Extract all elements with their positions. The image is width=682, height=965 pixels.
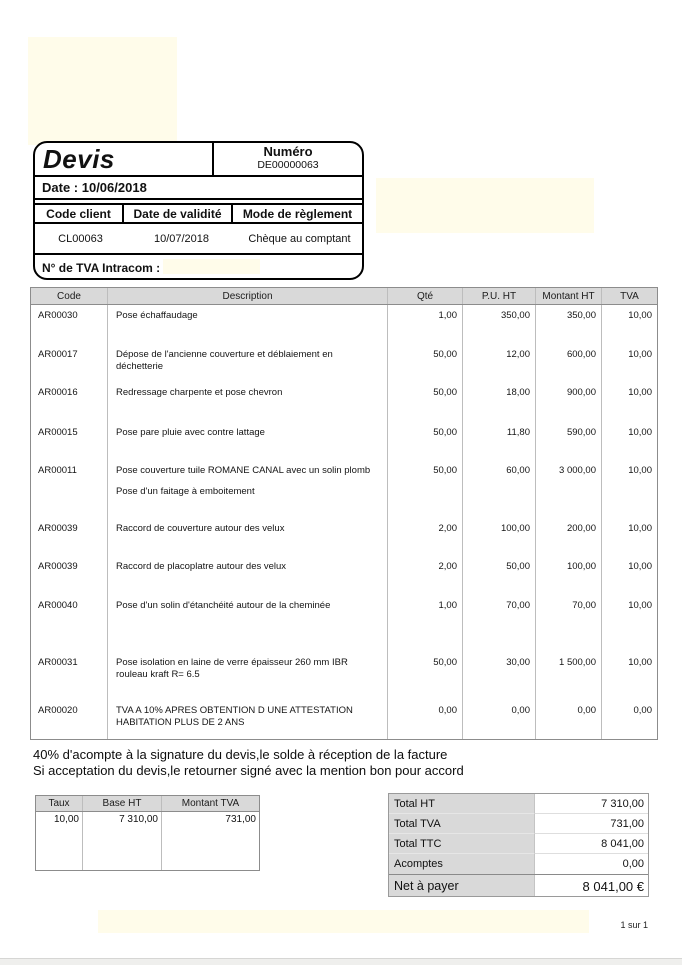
item-vat: 0,00 bbox=[633, 705, 652, 716]
total-ttc-label: Total TTC bbox=[389, 834, 534, 854]
total-ht-row bbox=[389, 794, 648, 814]
total-ht-value: 7 310,00 bbox=[534, 794, 648, 814]
item-unit-price: 60,00 bbox=[463, 460, 536, 518]
item-code: AR00020 bbox=[31, 700, 108, 739]
item-row bbox=[31, 700, 657, 739]
item-row bbox=[31, 305, 657, 344]
item-unit-price: 350,00 bbox=[463, 305, 536, 344]
column-header-qty: Qté bbox=[388, 288, 463, 304]
item-vat: 10,00 bbox=[628, 387, 652, 398]
item-qty: 1,00 bbox=[388, 595, 463, 652]
items-table bbox=[30, 287, 658, 740]
header-columns-row bbox=[35, 203, 362, 224]
item-row bbox=[31, 652, 657, 700]
vat-amount-header: Montant TVA bbox=[181, 798, 240, 809]
item-unit-price: 12,00 bbox=[463, 344, 536, 382]
item-amount: 1 500,00 bbox=[536, 652, 602, 700]
vat-summary-row bbox=[36, 812, 259, 870]
item-qty: 2,00 bbox=[388, 518, 463, 556]
item-code: AR00039 bbox=[31, 556, 108, 595]
item-qty: 50,00 bbox=[388, 344, 463, 382]
item-vat: 10,00 bbox=[628, 523, 652, 534]
quote-number-label: Numéro bbox=[263, 144, 313, 159]
item-qty: 1,00 bbox=[388, 305, 463, 344]
total-tva-row bbox=[389, 814, 648, 834]
item-description: Pose pare pluie avec contre lattage bbox=[108, 422, 388, 460]
item-amount: 70,00 bbox=[536, 595, 602, 652]
vat-summary-header bbox=[36, 796, 259, 812]
validity-date-header: Date de validité bbox=[124, 205, 233, 222]
deposit-note: 40% d'acompte à la signature du devis,le solde à réception de la facture bbox=[33, 747, 448, 762]
item-amount: 590,00 bbox=[536, 422, 602, 460]
column-header-description: Description bbox=[108, 288, 388, 304]
quote-date: Date : 10/06/2018 bbox=[35, 177, 362, 200]
item-vat: 10,00 bbox=[628, 310, 652, 321]
acceptance-note: Si acceptation du devis,le retourner signé avec la mention bon pour accord bbox=[33, 762, 464, 778]
item-row bbox=[31, 382, 657, 422]
item-row bbox=[31, 422, 657, 460]
item-row bbox=[31, 344, 657, 382]
item-vat: 10,00 bbox=[628, 600, 652, 611]
item-code: AR00030 bbox=[31, 305, 108, 344]
acomptes-row bbox=[389, 854, 648, 874]
item-qty: 2,00 bbox=[388, 556, 463, 595]
acomptes-value: 0,00 bbox=[534, 854, 648, 874]
item-vat: 10,00 bbox=[628, 561, 652, 572]
item-description: Pose échaffaudage bbox=[108, 305, 388, 344]
item-unit-price: 70,00 bbox=[463, 595, 536, 652]
document-title: Devis bbox=[35, 143, 214, 175]
item-vat: 10,00 bbox=[628, 427, 652, 438]
payment-mode-header: Mode de règlement bbox=[242, 206, 353, 221]
item-amount: 100,00 bbox=[536, 556, 602, 595]
items-body bbox=[31, 305, 657, 739]
intracom-vat-row bbox=[35, 255, 362, 280]
item-vat: 10,00 bbox=[628, 465, 652, 476]
item-amount: 900,00 bbox=[536, 382, 602, 422]
vat-amount-value: 731,00 bbox=[225, 814, 256, 825]
item-amount: 600,00 bbox=[536, 344, 602, 382]
total-tva-label: Total TVA bbox=[389, 814, 534, 834]
item-amount: 0,00 bbox=[536, 700, 602, 739]
item-row bbox=[31, 460, 657, 518]
redacted-vat-number bbox=[163, 259, 260, 274]
item-description: Pose d'un solin d'étanchéité autour de la cheminée bbox=[108, 595, 388, 652]
item-unit-price: 30,00 bbox=[463, 652, 536, 700]
item-unit-price: 100,00 bbox=[463, 518, 536, 556]
item-unit-price: 50,00 bbox=[463, 556, 536, 595]
item-code: AR00016 bbox=[31, 382, 108, 422]
redacted-footer-info bbox=[98, 910, 589, 933]
total-tva-value: 731,00 bbox=[534, 814, 648, 834]
vat-rate-value: 10,00 bbox=[36, 812, 83, 870]
item-description: Raccord de couverture autour des velux bbox=[108, 518, 388, 556]
header-values-row bbox=[35, 224, 362, 255]
item-amount: 3 000,00 bbox=[536, 460, 602, 518]
vat-base-header: Base HT bbox=[83, 796, 162, 811]
conditions-notes bbox=[33, 747, 464, 778]
header-title-row bbox=[35, 143, 362, 177]
redacted-sender-address bbox=[28, 37, 177, 145]
vat-base-value: 7 310,00 bbox=[83, 812, 162, 870]
item-row bbox=[31, 595, 657, 652]
item-description: Redressage charpente et pose chevron bbox=[108, 382, 388, 422]
vat-rate-header: Taux bbox=[36, 796, 83, 811]
item-qty: 0,00 bbox=[388, 700, 463, 739]
quote-number-value: DE00000063 bbox=[257, 159, 319, 171]
intracom-vat-label: N° de TVA Intracom : bbox=[42, 260, 161, 275]
item-code: AR00031 bbox=[31, 652, 108, 700]
item-vat: 10,00 bbox=[628, 349, 652, 360]
item-unit-price: 11,80 bbox=[463, 422, 536, 460]
item-row bbox=[31, 556, 657, 595]
totals-box bbox=[388, 793, 649, 897]
item-qty: 50,00 bbox=[388, 652, 463, 700]
net-to-pay-label: Net à payer bbox=[389, 875, 534, 897]
acomptes-label: Acomptes bbox=[389, 854, 534, 874]
item-code: AR00017 bbox=[31, 344, 108, 382]
item-code: AR00039 bbox=[31, 518, 108, 556]
item-qty: 50,00 bbox=[388, 422, 463, 460]
redacted-client-address bbox=[376, 178, 594, 233]
total-ttc-value: 8 041,00 bbox=[534, 834, 648, 854]
quote-number-cell bbox=[214, 143, 362, 175]
net-to-pay-row bbox=[389, 874, 648, 897]
item-qty: 50,00 bbox=[388, 460, 463, 518]
item-unit-price: 0,00 bbox=[463, 700, 536, 739]
payment-mode-value: Chèque au comptant bbox=[248, 232, 351, 245]
item-code: AR00040 bbox=[31, 595, 108, 652]
item-description: Raccord de placoplatre autour des velux bbox=[108, 556, 388, 595]
item-unit-price: 18,00 bbox=[463, 382, 536, 422]
total-ht-label: Total HT bbox=[389, 794, 534, 814]
net-to-pay-value: 8 041,00 € bbox=[534, 875, 648, 897]
item-code: AR00011 bbox=[31, 460, 108, 518]
item-vat: 10,00 bbox=[628, 657, 652, 668]
item-description: Pose couverture tuile ROMANE CANAL avec un solin plomb Pose d'un faitage à emboitement bbox=[108, 460, 388, 518]
item-row bbox=[31, 518, 657, 556]
quote-header-box bbox=[33, 141, 364, 280]
column-header-vat: TVA bbox=[620, 290, 639, 302]
bottom-band bbox=[0, 958, 682, 965]
items-table-header bbox=[31, 288, 657, 305]
validity-date-value: 10/07/2018 bbox=[153, 232, 210, 245]
item-code: AR00015 bbox=[31, 422, 108, 460]
item-description: TVA A 10% APRES OBTENTION D UNE ATTESTATION HABITATION PLUS DE 2 ANS bbox=[108, 700, 388, 739]
item-qty: 50,00 bbox=[388, 382, 463, 422]
item-description: Dépose de l'ancienne couverture et déblaiement en déchetterie bbox=[108, 344, 388, 382]
item-amount: 350,00 bbox=[536, 305, 602, 344]
item-amount: 200,00 bbox=[536, 518, 602, 556]
column-header-amount: Montant HT bbox=[536, 288, 602, 304]
total-ttc-row bbox=[389, 834, 648, 854]
column-header-code: Code bbox=[31, 288, 108, 304]
item-description: Pose isolation en laine de verre épaisseur 260 mm IBR rouleau kraft R= 6.5 bbox=[108, 652, 388, 700]
client-code-header: Code client bbox=[35, 205, 124, 222]
client-code-value: CL00063 bbox=[58, 232, 103, 245]
page-indicator: 1 sur 1 bbox=[620, 920, 648, 930]
vat-summary-table bbox=[35, 795, 260, 871]
column-header-unit-price: P.U. HT bbox=[463, 288, 536, 304]
